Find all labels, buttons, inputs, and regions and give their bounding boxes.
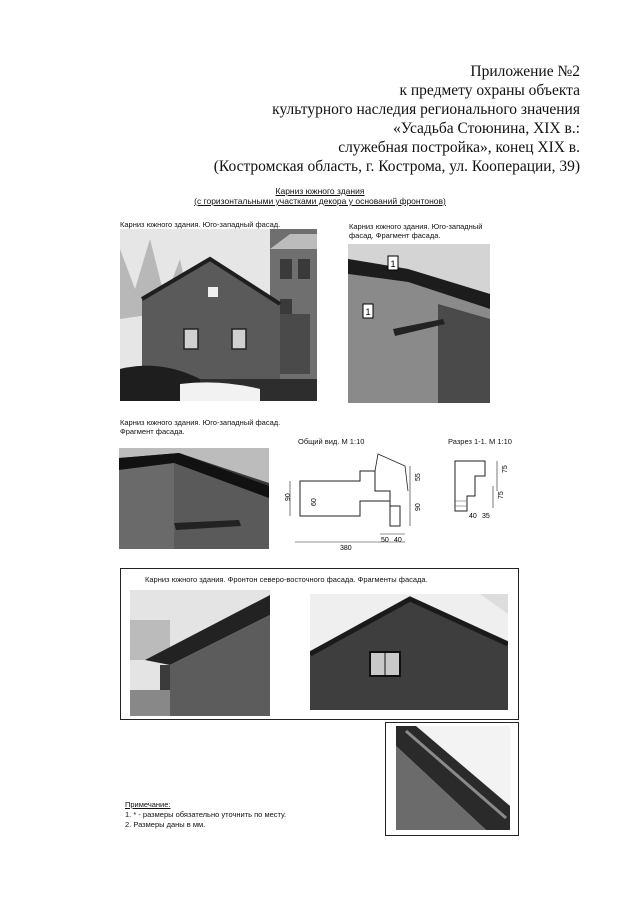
dim-h-inner: 60 [311, 498, 318, 506]
header-line: культурного наследия регионального значения [272, 101, 580, 118]
notes-block [125, 800, 286, 830]
dim-section-w1: 40 [469, 513, 477, 520]
dim-h-right: 90 [415, 503, 422, 511]
section-title [150, 186, 490, 206]
header-line: к предмету охраны объекта [399, 82, 580, 99]
dim-w-b: 40 [394, 537, 402, 544]
photo-cornice-fragment [348, 244, 490, 403]
section-subtitle: (с горизонтальными участками декора у оснований фронтонов) [194, 196, 446, 206]
general-view-title: Общий вид. М 1:10 [298, 437, 365, 446]
photo-gable-window [310, 594, 508, 710]
dim-h-left: 90 [285, 493, 292, 501]
notes-line-2: 2. Размеры даны в мм. [125, 820, 206, 829]
dim-section-h2: 75 [498, 491, 505, 499]
photo-cornice-detail [396, 726, 510, 830]
general-view-drawing [280, 446, 430, 556]
section-view-title: Разрез 1-1. М 1:10 [448, 437, 512, 446]
dim-section-w2: 35 [482, 513, 490, 520]
header-line: (Костромская область, г. Кострома, ул. Кооперации, 39) [213, 158, 580, 175]
section-view-drawing [445, 446, 515, 531]
header-line: Приложение №2 [470, 63, 580, 80]
dim-w-total: 380 [340, 545, 352, 552]
section-title-main: Карниз южного здания [275, 186, 365, 196]
header-line: «Усадьба Стоюнина, XIX в.: [393, 120, 580, 137]
photo-house-southwest [120, 229, 317, 401]
marker-1-top: 1 [390, 259, 396, 269]
photo-gable-corner [130, 590, 270, 716]
photo2-caption-line2: фасад. Фрагмент фасада. [349, 231, 441, 240]
notes-line-1: 1. * - размеры обязательно уточнить по месту. [125, 810, 287, 819]
dim-h-top: 55 [415, 473, 422, 481]
header-line: служебная постройка», конец XIX в. [338, 139, 580, 156]
notes-title: Примечание: [125, 800, 171, 809]
photo-block-caption: Карниз южного здания. Фронтон северо-восточного фасада. Фрагменты фасада. [145, 575, 428, 584]
marker-1-bottom: 1 [365, 307, 371, 317]
dim-w-a: 50 [381, 537, 389, 544]
dim-section-h1: 75 [502, 465, 509, 473]
photo1-caption: Карниз южного здания. Юго-западный фасад. [120, 220, 281, 229]
photo-eave-fragment [119, 448, 269, 549]
appendix-header [140, 62, 580, 176]
photo2-caption-line1: Карниз южного здания. Юго-западный [349, 222, 483, 231]
photo3-caption-line2: Фрагмент фасада. [120, 427, 185, 436]
photo3-caption-line1: Карниз южного здания. Юго-западный фасад. [120, 418, 281, 427]
